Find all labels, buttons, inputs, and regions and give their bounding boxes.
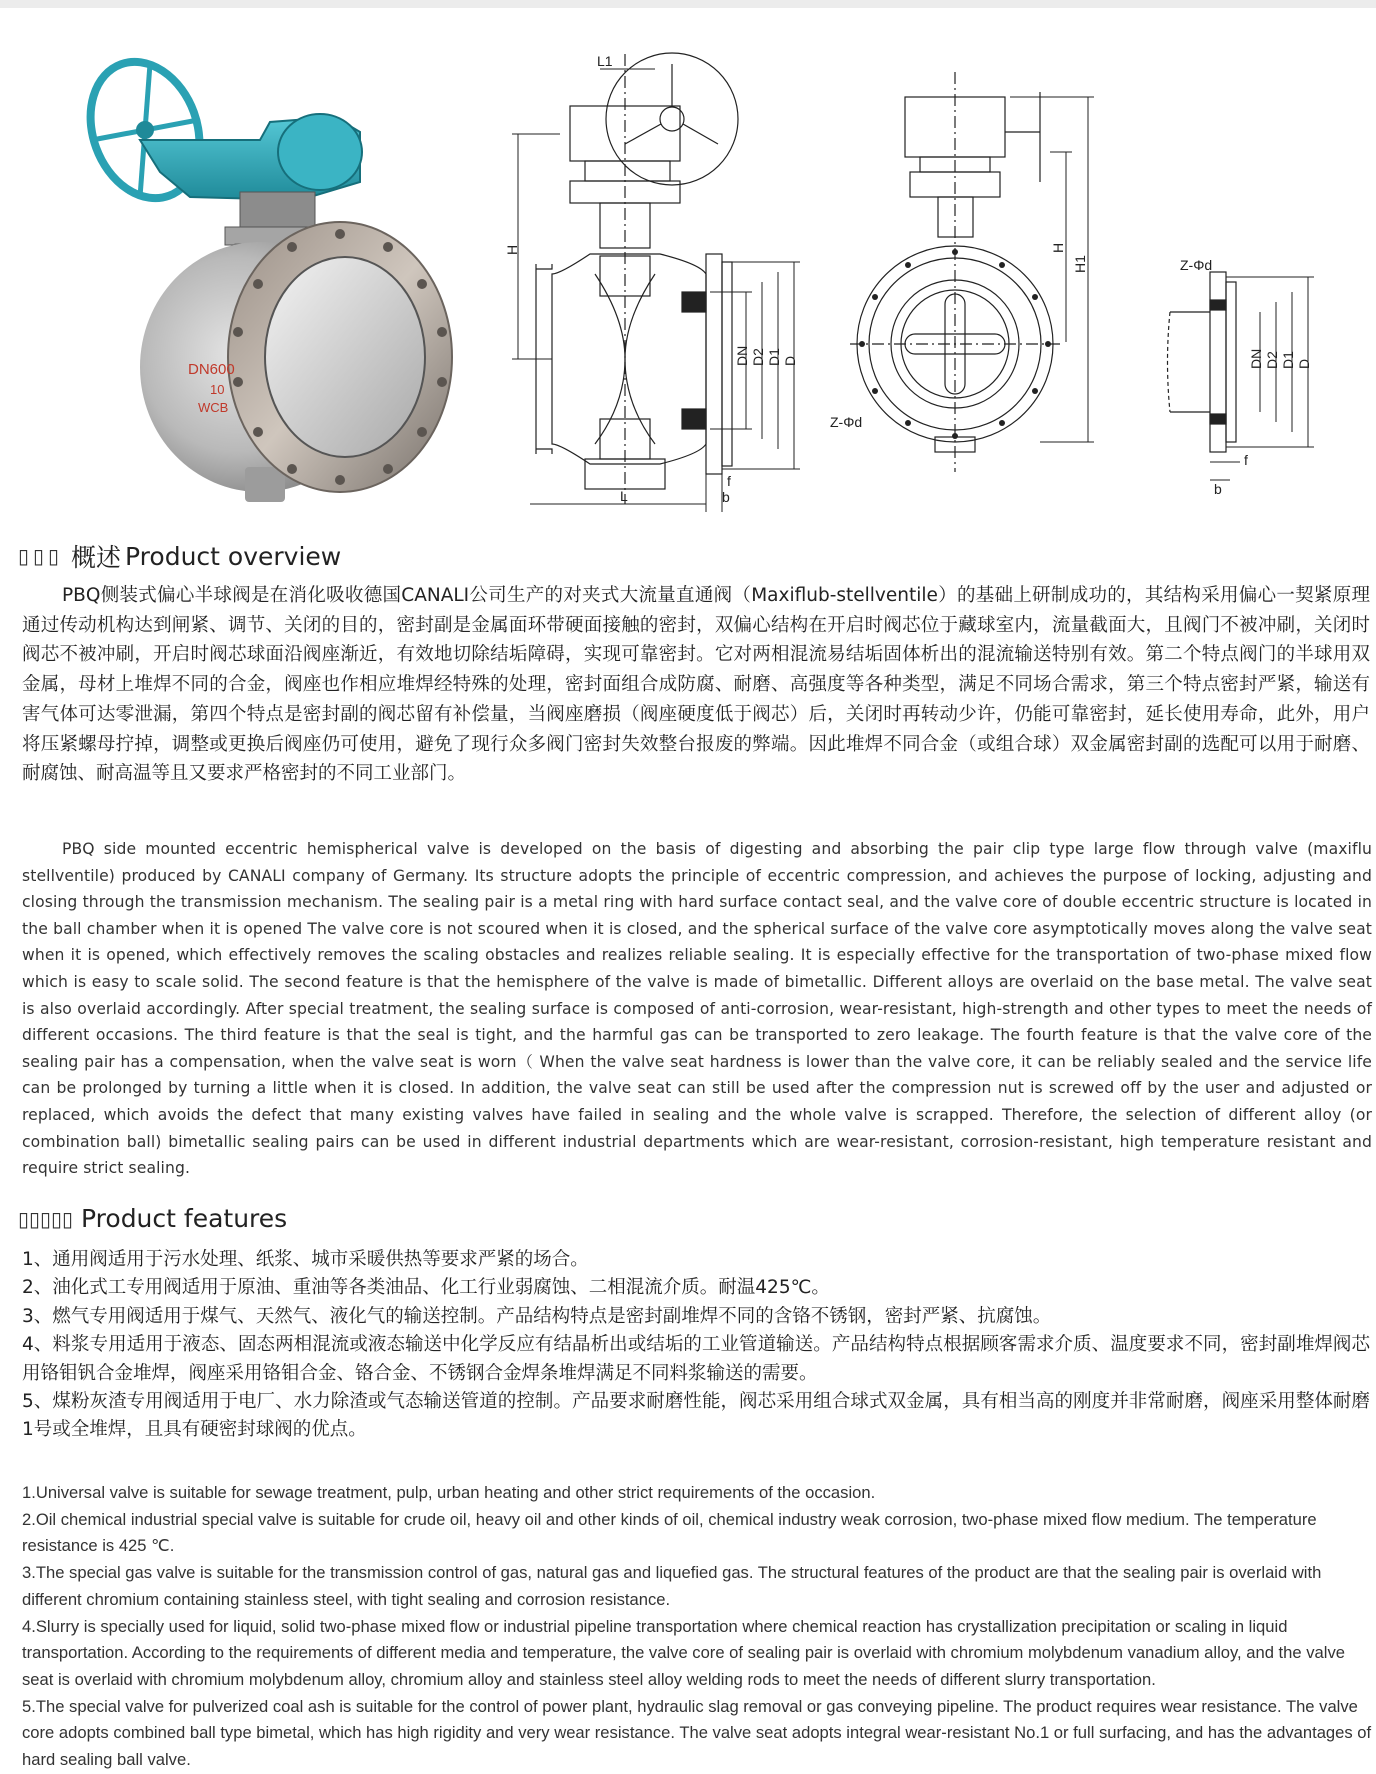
dim-b: b [1214, 481, 1222, 497]
heading-placeholder-icon: ▯▯▯▯▯ [18, 1206, 74, 1231]
feature-item-zh: 2、油化式工专用阀适用于原油、重油等各类油品、化工行业弱腐蚀、二相混流介质。耐温425℃。 [22, 1277, 830, 1299]
dim-L1: L1 [597, 53, 613, 69]
overview-paragraph-zh: PBQ侧装式偏心半球阀是在消化吸收德国CANALI公司生产的对夹式大流量直通阀（Maxiflub-stellventile）的基础上研制成功的，其结构采用偏心一契紧原理通过传动机构达到闸紧、调节、关闭的目的，密封副是金属面环带硬面接触的密封，双偏心结构在开启时阀芯位于藏球室内，流量截面大，且阀门不被冲刷，关闭时阀芯不被冲刷，开启时阀芯球面沿阀座渐近，有效地切除结垢障碍，实现可靠密封。它对两相混流易结垢固体析出的混流输送特别有效。第二个特点阀门的半球用双金属，母材上堆焊不同的合金，阀座也作相应堆焊经特殊的处理，密封面组合成防腐、耐磨、高强度等各种类型，满足不同场合需求，第三个特点密封严紧，输送有害气体可达零泄漏，第四个特点是密封副的阀芯留有补偿量，当阀座磨损（阀座硬度低于阀芯）后，关闭时再转动少许，仍能可靠密封，延长使用寿命，此外，用户将压紧螺母拧掉，调整或更换后阀座仍可使用，避免了现行众多阀门密封失效整台报废的弊端。因此堆焊不同合金（或组合球）双金属密封副的选配可以用于耐磨、耐腐蚀、耐高温等且又要求严格密封的不同工业部门。 [22, 585, 1370, 785]
dim-f: f [727, 473, 731, 489]
dim-H1: H1 [1072, 255, 1088, 273]
photo-label-material: WCB [198, 400, 229, 415]
feature-item-en: 5.The special valve for pulverized coal ash is suitable for the control of power plant, hydraulic slag removal or gas conveying pipeline. The product requires wear resistance. The valve core adopts combined ball type bimetal, which has high rigidity and very wear resistance. The valve seat adopts integral wear-resistant No.1 or full surfacing, and has the advantages of hard sealing ball valve. [22, 1696, 1372, 1770]
dim-D2: D2 [1264, 351, 1280, 369]
overview-title-zh: 概述 [71, 543, 122, 572]
feature-item-en: 4.Slurry is specially used for liquid, solid two-phase mixed flow or industrial pipeline transportation where chemical reaction has crystallization precipitation or scaling in liquid transportation. According to the requirements of different media and temperature, the valve core of sealing pair is overlaid with chromium molybdenum vanadium alloy, and the valve seat is overlaid with chromium molybdenum alloy, chromium alloy and stainless steel alloy welding rods to meet the needs of different slurry transportation. [22, 1616, 1345, 1689]
dim-D1: D1 [1280, 351, 1296, 369]
photo-label-dn: DN600 [188, 361, 235, 378]
features-title-en: Product features [81, 1204, 288, 1233]
feature-item-zh: 5、煤粉灰渣专用阀适用于电厂、水力除渣或气态输送管道的控制。产品要求耐磨性能，阀芯采用组合球式双金属，具有相当高的刚度并非常耐磨，阀座采用整体耐磨1号或全堆焊，且具有硬密封球阀的优点。 [22, 1391, 1370, 1441]
valve-photo [70, 22, 480, 510]
feature-item-en: 3.The special gas valve is suitable for the transmission control of gas, natural gas and liquefied gas. The structural features of the product are that the sealing pair is overlaid with different chromium containing stainless steel, with tight sealing and corrosion resistance. [22, 1563, 1322, 1609]
overview-heading [18, 538, 341, 574]
dim-DN: DN [1248, 348, 1264, 369]
dim-b: b [722, 489, 730, 505]
dim-D1: D1 [766, 348, 782, 366]
feature-item-zh: 1、通用阀适用于污水处理、纸浆、城市采暖供热等要求严紧的场合。 [22, 1249, 589, 1270]
flange-detail-drawing [1140, 257, 1325, 502]
feature-item-zh: 4、料浆专用适用于液态、固态两相混流或液态输送中化学反应有结晶析出或结垢的工业管道输送。产品结构特点根据顾客需求介质、温度要求不同，密封副堆焊阀芯用铬钼钒合金堆焊，阀座采用铬钼合金、铬合金、不锈钢合金焊条堆焊满足不同料浆输送的需要。 [22, 1334, 1370, 1384]
features-list-en [22, 1480, 1372, 1774]
overview-paragraph-en: PBQ side mounted eccentric hemispherical valve is developed on the basis of digesting and absorbing the pair clip type large flow through valve (maxiflu stellventile) produced by CANALI company of Germany. Its structure adopts the principle of eccentric compression, and achieves the purpose of locking, adjusting and closing through the transmission mechanism. The sealing pair is a metal ring with hard surface contact seal, and the valve core of double eccentric structure is located in the ball chamber when it is opened The valve core is not scoured when it is closed, and the spherical surface of the valve core asymptotically moves along the valve seat when it is opened, which effectively removes the scaling obstacles and realizes reliable sealing. It is especially effective for the transportation of two-phase mixed flow which is easy to scale solid. The second feature is that the hemisphere of the valve is made of bimetallic. Different alloys are overlaid on the base metal. The valve seat is also overlaid accordingly. After special treatment, the sealing surface is composed of anti-corrosion, wear-resistant, high-strength and other types to meet the needs of different occasions. The third feature is that the seal is tight, and the harmful gas can be transported to zero leakage. The fourth feature is that the valve core of the sealing pair has a compensation, when the valve seat is worn（ When the valve seat hardness is lower than the valve core, it can be reliably sealed and the service life can be prolonged by turning a little when it is closed. In addition, the valve seat can still be used after the compression nut is screwed off by the user and adjusted or replaced, which avoids the defect that many existing valves have failed in sealing and the whole valve is scrapped. Therefore, the selection of different alloy (or combination ball) bimetallic sealing pairs can be used in different industrial departments which are wear-resistant, corrosion-resistant, high temperature resistant and require strict sealing. [22, 840, 1372, 1178]
dim-D: D [1296, 358, 1312, 369]
dim-zd: Z-Φd [1180, 257, 1213, 273]
dim-H: H [1050, 242, 1066, 253]
features-heading [18, 1204, 287, 1233]
dim-zd: Z-Φd [830, 414, 863, 430]
features-list-zh [22, 1246, 1370, 1445]
dim-DN: DN [734, 345, 750, 366]
dim-D2: D2 [750, 348, 766, 366]
feature-item-en: 2.Oil chemical industrial special valve is suitable for crude oil, heavy oil and other kinds of oil, chemical industry weak corrosion, two-phase mixed flow medium. The temperature resistance is 425 ℃. [22, 1509, 1317, 1556]
side-section-drawing [500, 34, 810, 522]
dim-H: H [504, 244, 520, 255]
product-figures [0, 22, 1376, 512]
dim-f: f [1244, 452, 1248, 468]
heading-placeholder-icon: ▯▯▯ [18, 544, 64, 568]
dim-D: D [782, 355, 798, 366]
dim-L: L [620, 488, 628, 504]
top-strip [0, 0, 1376, 8]
front-view-drawing [830, 72, 1130, 502]
overview-title-en: Product overview [125, 541, 342, 571]
feature-item-zh: 3、燃气专用阀适用于煤气、天然气、液化气的输送控制。产品结构特点是密封副堆焊不同的含铬不锈钢，密封严紧、抗腐蚀。 [22, 1305, 1052, 1327]
photo-label-pn: 10 [210, 382, 225, 397]
feature-item-en: 1.Universal valve is suitable for sewage treatment, pulp, urban heating and other strict requirements of the occasion. [22, 1483, 876, 1502]
